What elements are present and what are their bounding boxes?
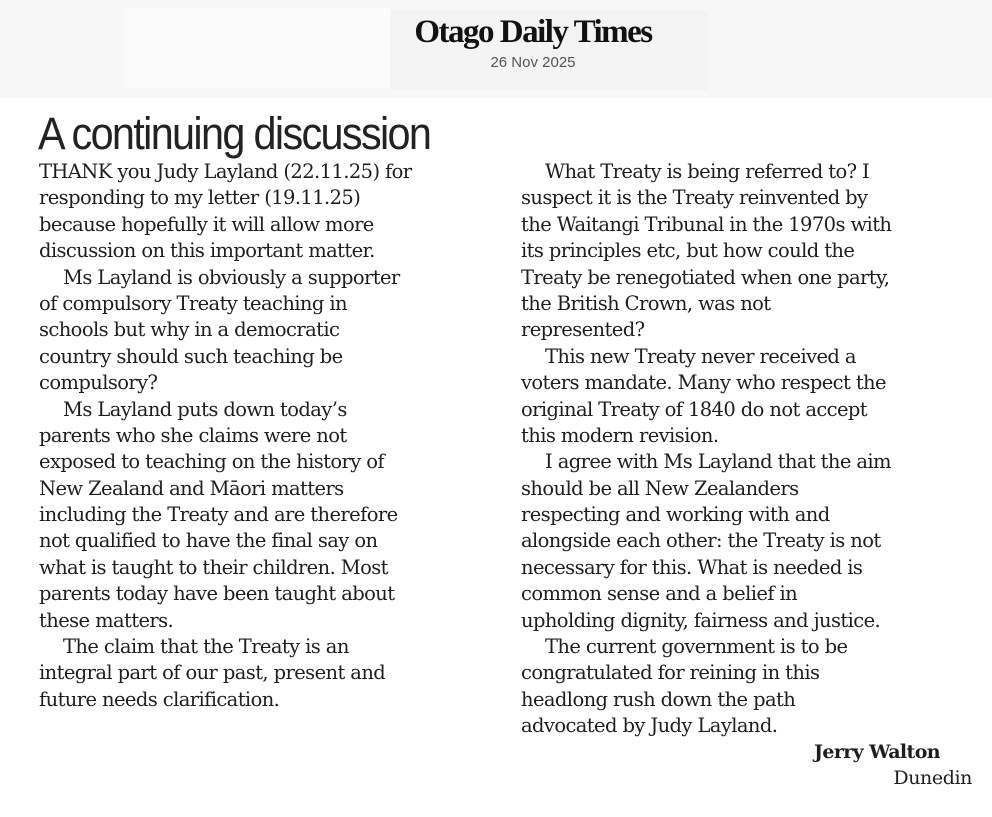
page-divider bbox=[500, 98, 992, 104]
text-line: necessary for this. What is needed is bbox=[521, 555, 863, 579]
text-line: upholding dignity, fairness and justice. bbox=[521, 608, 881, 632]
signature-place: Dunedin bbox=[893, 767, 972, 789]
text-line: parents today have been taught about bbox=[39, 582, 395, 606]
text-line: The claim that the Treaty is an bbox=[63, 635, 349, 659]
text-line: Ms Layland puts down today’s bbox=[63, 397, 347, 421]
text-line: alongside each other: the Treaty is not bbox=[521, 529, 881, 553]
text-line: country should such teaching be bbox=[39, 344, 343, 368]
text-line: represented? bbox=[521, 318, 645, 342]
text-line: original Treaty of 1840 do not accept bbox=[521, 397, 868, 421]
text-line: This new Treaty never received a bbox=[545, 344, 856, 368]
text-line: compulsory? bbox=[39, 371, 158, 395]
text-line: the British Crown, was not bbox=[521, 291, 771, 315]
letter-column-right bbox=[521, 159, 971, 740]
text-line: I agree with Ms Layland that the aim bbox=[545, 450, 891, 474]
text-line: these matters. bbox=[39, 608, 174, 632]
text-line: the Waitangi Tribunal in the 1970s with bbox=[521, 212, 892, 236]
text-line: of compulsory Treaty teaching in bbox=[39, 291, 347, 315]
text-line: not qualified to have the final say on bbox=[39, 529, 378, 553]
text-line: common sense and a belief in bbox=[521, 582, 798, 606]
text-line: including the Treaty and are therefore bbox=[39, 503, 398, 527]
text-line: because hopefully it will allow more bbox=[39, 212, 374, 236]
text-line: headlong rush down the path bbox=[521, 687, 796, 711]
text-line: congratulated for reining in this bbox=[521, 661, 820, 685]
publication-date: 26 Nov 2025 bbox=[490, 54, 576, 71]
text-line: respecting and working with and bbox=[521, 503, 830, 527]
text-line: discussion on this important matter. bbox=[39, 239, 375, 263]
text-line: Treaty be renegotiated when one party, bbox=[521, 265, 890, 289]
text-line: exposed to teaching on the history of bbox=[39, 450, 385, 474]
text-line: future needs clarification. bbox=[39, 687, 280, 711]
text-line: its principles etc, but how could the bbox=[521, 239, 855, 263]
letter-column-left bbox=[39, 159, 489, 713]
letter-headline: A continuing discussion bbox=[38, 108, 431, 159]
text-line: suspect it is the Treaty reinvented by bbox=[521, 186, 868, 210]
text-line: schools but why in a democratic bbox=[39, 318, 340, 342]
text-line: responding to my letter (19.11.25) bbox=[39, 186, 361, 210]
text-line: voters mandate. Many who respect the bbox=[521, 371, 886, 395]
newspaper-masthead: Otago Daily Times bbox=[414, 14, 652, 50]
text-line: advocated by Judy Layland. bbox=[521, 714, 778, 738]
text-line: integral part of our past, present and bbox=[39, 661, 386, 685]
text-line: New Zealand and Māori matters bbox=[39, 476, 344, 500]
text-line: parents who she claims were not bbox=[39, 423, 347, 447]
text-line: should be all New Zealanders bbox=[521, 476, 799, 500]
text-line: THANK you Judy Layland (22.11.25) for bbox=[39, 160, 412, 183]
text-line: The current government is to be bbox=[545, 635, 848, 659]
signature-name: Jerry Walton bbox=[813, 741, 940, 763]
text-line: what is taught to their children. Most bbox=[39, 555, 388, 579]
masthead-panel-left bbox=[124, 8, 390, 88]
text-line: Ms Layland is obviously a supporter bbox=[63, 265, 400, 289]
text-line: this modern revision. bbox=[521, 423, 719, 447]
text-line: What Treaty is being referred to? I bbox=[545, 160, 870, 183]
